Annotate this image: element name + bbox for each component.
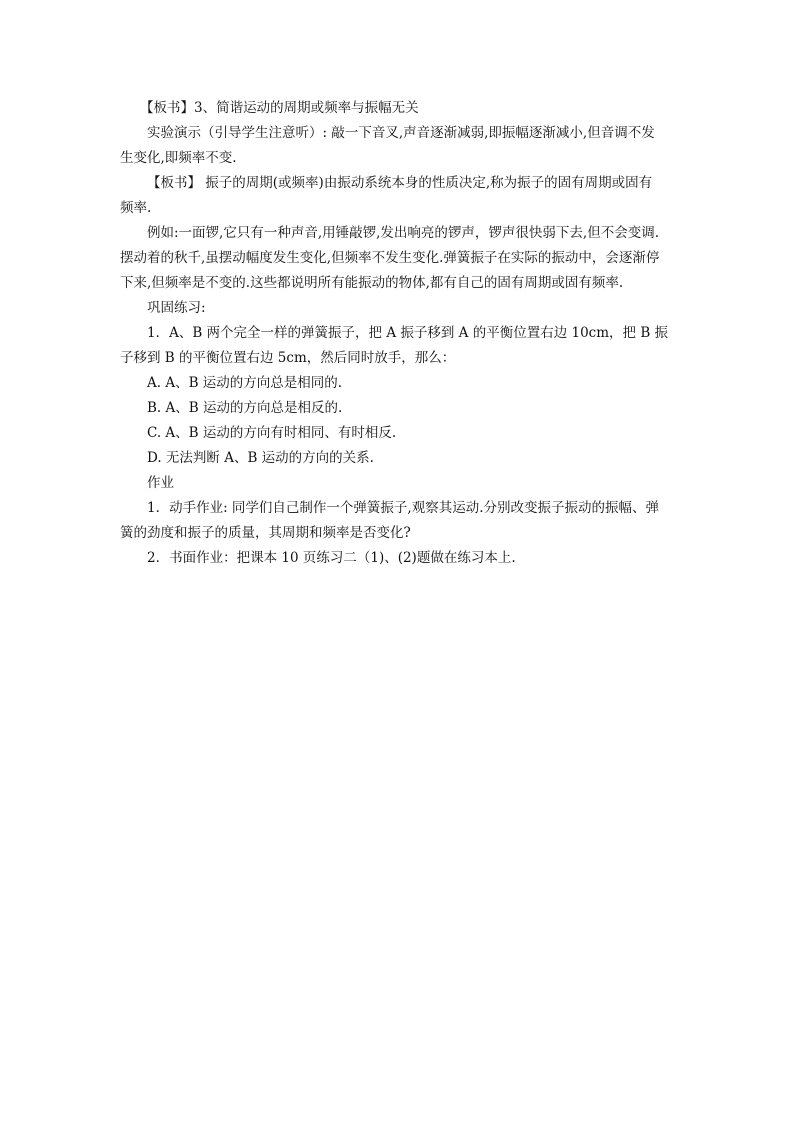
- homework-item-1: [120, 496, 676, 546]
- text-line: 1．A、B 两个完全一样的弹簧振子，把 A 振子移到 A 的平衡位置右边 10cm，把 B 振: [147, 325, 669, 341]
- exercise-heading: [120, 296, 676, 321]
- text-line: 【板书】 振子的周期(或频率)由振动系统本身的性质决定,称为振子的固有周期或固有: [147, 175, 653, 191]
- text-line: 巩固练习:: [147, 300, 206, 316]
- text-line: 1．动手作业: 同学们自己制作一个弹簧振子,观察其运动.分别改变振子振动的振幅、弹: [147, 500, 660, 516]
- text-line: 摆动着的秋千,虽摆动幅度发生变化,但频率不发生变化.弹簧振子在实际的振动中，会逐渐停: [120, 250, 660, 266]
- text-line: 簧的劲度和振子的质量，其周期和频率是否变化?: [120, 525, 411, 541]
- text-line: 频率.: [120, 200, 152, 216]
- text-line: 例如:一面锣,它只有一种声音,用锤敲锣,发出响亮的锣声，锣声很快弱下去,但不会变调.: [147, 225, 660, 241]
- board-note-paragraph: [120, 171, 676, 221]
- option-a: A. A、B 运动的方向总是相同的.: [147, 375, 343, 391]
- text-line: 下来,但频率是不变的.这些都说明所有能振动的物体,都有自己的固有周期或固有频率.: [120, 275, 624, 291]
- example-paragraph: [120, 221, 676, 296]
- text-line: 子移到 B 的平衡位置右边 5cm，然后同时放手，那么：: [120, 350, 456, 366]
- text-line: 【板书】3、简谐运动的周期或频率与振幅无关: [140, 100, 419, 116]
- homework-item-2: [120, 546, 676, 571]
- document-page: [120, 96, 676, 571]
- experiment-paragraph: [120, 121, 676, 171]
- text-line: 生变化,即频率不变.: [120, 150, 237, 166]
- homework-heading: 作业: [147, 475, 174, 491]
- option-b: B. A、B 运动的方向总是相反的.: [147, 400, 343, 416]
- option-c: C. A、B 运动的方向有时相同、有时相反.: [147, 425, 397, 441]
- text-line: 实验演示（引导学生注意听）: 敲一下音叉,声音逐渐减弱,即振幅逐渐减小,但音调不发: [147, 125, 655, 141]
- text-line: 2．书面作业：把课本 10 页练习二（1)、(2)题做在练习本上.: [147, 550, 516, 566]
- board-note-heading: [120, 96, 676, 121]
- option-d: D. 无法判断 A、B 运动的方向的关系.: [147, 450, 374, 466]
- question-1: [120, 321, 676, 371]
